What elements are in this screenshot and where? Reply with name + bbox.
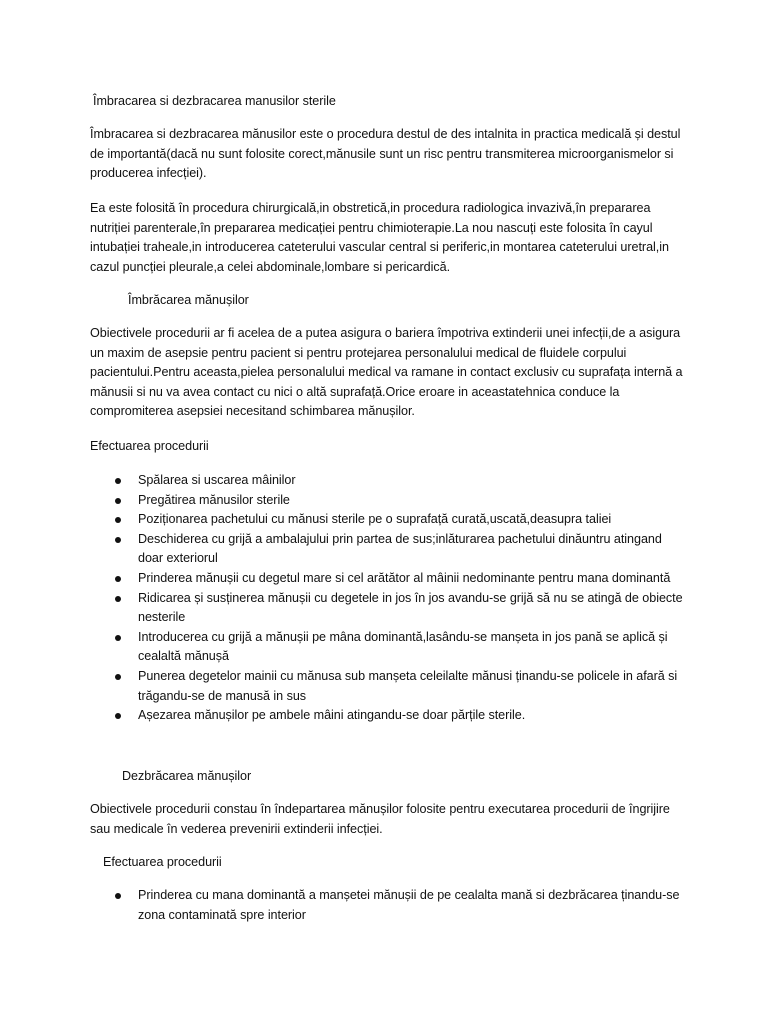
bullet-icon — [115, 517, 121, 523]
donning-heading: Îmbrăcarea mănușilor — [128, 293, 249, 307]
removal-procedure-heading: Efectuarea procedurii — [103, 855, 222, 869]
bullet-icon — [115, 713, 121, 719]
bullet-icon — [115, 893, 121, 899]
list-item: Deschiderea cu grijă a ambalajului prin partea de sus;inlăturarea pachetului dinăuntru atingand doar exteriorul — [90, 530, 690, 569]
list-item: Ridicarea și susținerea mănușii cu degetele in jos în jos avandu-se grijă să nu se atingă de obiecte nesterile — [90, 589, 690, 628]
donning-objective-paragraph: Obiectivele procedurii ar fi acelea de a putea asigura o bariera împotriva extinderii unei infecții,de a asigura un maxim de asepsie pentru pacient si pentru protejarea personalului medical de fluidele corpului pacientului.Pentru aceasta,pielea personalului medical va ramane in contact exclusiv cu suprafața internă a mănusii si nu va avea contact cu nici o altă suprafață.Orice eroare in aceastatehnica conduce la compromiterea asepsiei necesitand schimbarea mănușilor. — [90, 326, 683, 419]
bullet-icon — [115, 635, 121, 641]
list-item: Prinderea mănușii cu degetul mare si cel arătător al mâinii nedominante pentru mana dominantă — [90, 569, 690, 589]
list-item: Introducerea cu grijă a mănușii pe mâna dominantă,lasându-se manșeta in jos pană se aplică și cealaltă mănușă — [90, 628, 690, 667]
bullet-icon — [115, 498, 121, 504]
document-title: Îmbracarea si dezbracarea manusilor sterile — [93, 94, 336, 108]
bullet-icon — [115, 478, 121, 484]
bullet-icon — [115, 596, 121, 602]
list-item: Punerea degetelor mainii cu mănusa sub manșeta celeilalte mănusi ținandu-se policele in afară si trăgandu-se de manusă in sus — [90, 667, 690, 706]
removal-objective-paragraph: Obiectivele procedurii constau în îndepartarea mănușilor folosite pentru executarea procedurii de îngrijire sau medicale în vederea prevenirii extinderii infecției. — [90, 802, 670, 836]
removal-heading: Dezbrăcarea mănușilor — [122, 769, 252, 783]
donning-procedure-heading: Efectuarea procedurii — [90, 439, 209, 453]
list-item: Prinderea cu mana dominantă a manșetei mănușii de pe cealalta mană si dezbrăcarea ținandu-se zona contaminată spre interior — [90, 886, 690, 925]
donning-steps-list — [90, 471, 690, 726]
bullet-icon — [115, 537, 121, 543]
list-item: Așezarea mănușilor pe ambele mâini atingandu-se doar părțile sterile. — [90, 706, 690, 726]
list-item: Poziționarea pachetului cu mănusi sterile pe o suprafață curată,uscată,deasupra taliei — [90, 510, 690, 530]
intro-paragraph: Îmbracarea si dezbracarea mănusilor este o procedura destul de des intalnita in practica medicală și destul de importantă(dacă nu sunt folosite corect,mănusile sunt un risc pentru transmiterea microorganismelor si producerea infecției). — [90, 127, 681, 181]
usage-paragraph: Ea este folosită în procedura chirurgicală,in obstretică,in procedura radiologica invazivă,în prepararea nutriției parenterale,în prepararea medicației pentru chimioterapie.La nou nascuți este folosita în cayul intubației traheale,in introducerea cateterului vascular central si periferic,in montarea cateterului uretral,in cazul puncției pleurale,a celei abdominale,lombare si pericardică. — [90, 201, 669, 274]
list-item: Pregătirea mănusilor sterile — [90, 491, 690, 511]
removal-steps-list — [90, 886, 690, 925]
bullet-icon — [115, 674, 121, 680]
list-item: Spălarea si uscarea mâinilor — [90, 471, 690, 491]
bullet-icon — [115, 576, 121, 582]
